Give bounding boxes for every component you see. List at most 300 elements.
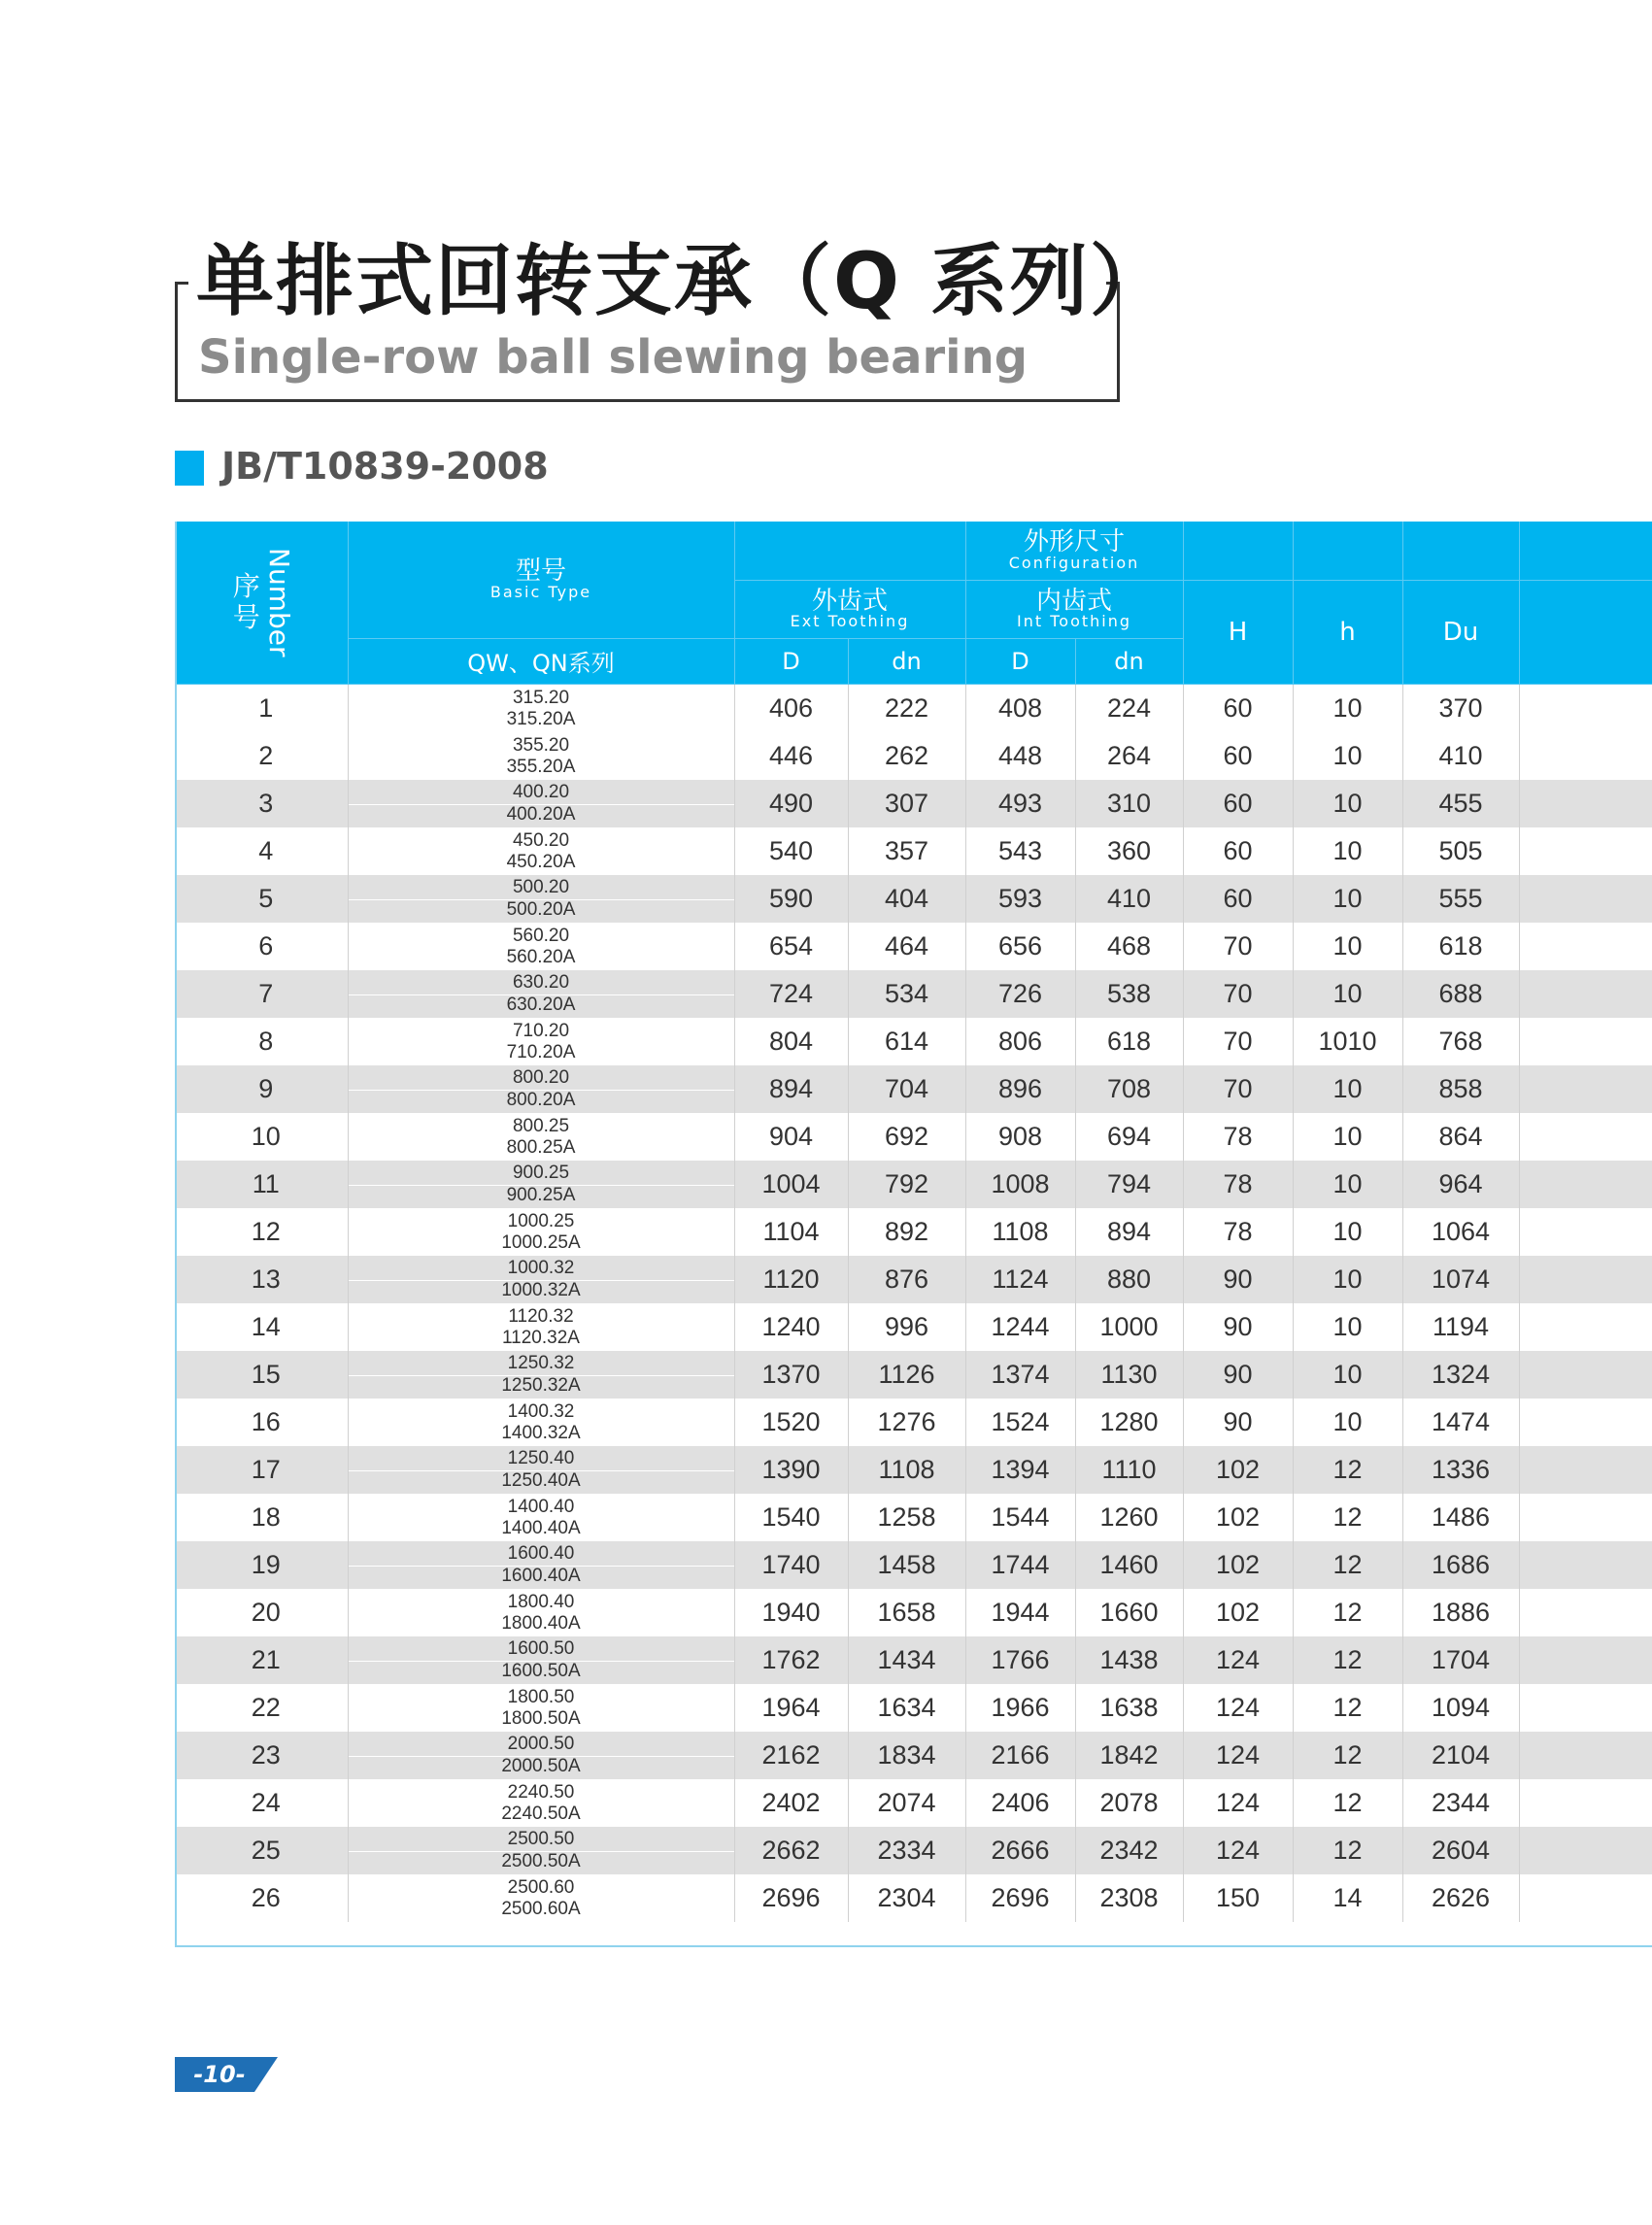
header-ext-cn: 外齿式	[811, 587, 888, 617]
cell-blank	[1519, 1874, 1652, 1922]
cell-ext-D: 1740	[734, 1541, 848, 1589]
type-qw: 2240.50	[507, 1781, 575, 1803]
cell-ext-D: 2696	[734, 1874, 848, 1922]
cell-h: 12	[1293, 1494, 1402, 1541]
cell-blank	[1519, 1208, 1652, 1256]
cell-ext-dn: 2074	[848, 1779, 965, 1827]
cell-int-dn: 538	[1075, 970, 1183, 1018]
cell-ext-D: 490	[734, 780, 848, 827]
type-qw: 560.20	[512, 925, 570, 946]
cell-blank	[1519, 1303, 1652, 1351]
cell-int-dn: 264	[1075, 732, 1183, 780]
cell-ext-dn: 1258	[848, 1494, 965, 1541]
type-qn: 800.20A	[506, 1090, 576, 1110]
cell-ext-D: 894	[734, 1065, 848, 1113]
cell-h: 10	[1293, 827, 1402, 875]
cell-blank	[1519, 1399, 1652, 1446]
cell-int-D: 1008	[965, 1161, 1075, 1208]
cell-int-dn: 1000	[1075, 1303, 1183, 1351]
table-row	[177, 1494, 1652, 1541]
cell-Du: 370	[1402, 684, 1519, 732]
cell-int-dn: 1660	[1075, 1589, 1183, 1636]
cell-type	[348, 732, 734, 780]
cell-blank	[1519, 1779, 1652, 1827]
cell-ext-D: 1540	[734, 1494, 848, 1541]
page-title: 单排式回转支承（Q 系列）	[196, 236, 1169, 326]
cell-int-D: 1744	[965, 1541, 1075, 1589]
cell-number: 2	[177, 732, 348, 780]
cell-ext-D: 1390	[734, 1446, 848, 1494]
header-blank-end2	[1519, 580, 1652, 684]
cell-H: 124	[1183, 1684, 1293, 1732]
header-blank-H	[1183, 522, 1293, 580]
table-row	[177, 875, 1652, 923]
cell-number: 10	[177, 1113, 348, 1161]
type-qn: 1600.40A	[501, 1566, 581, 1586]
cell-int-dn: 880	[1075, 1256, 1183, 1303]
cell-number: 24	[177, 1779, 348, 1827]
cell-number: 3	[177, 780, 348, 827]
type-qn: 2500.60A	[501, 1898, 581, 1919]
cell-ext-D: 654	[734, 923, 848, 970]
cell-int-dn: 1280	[1075, 1399, 1183, 1446]
cell-h: 10	[1293, 1161, 1402, 1208]
cell-blank	[1519, 970, 1652, 1018]
type-qw: 900.25	[349, 1163, 734, 1186]
cell-ext-D: 904	[734, 1113, 848, 1161]
type-qn: 400.20A	[506, 804, 576, 825]
cell-int-dn: 468	[1075, 923, 1183, 970]
cell-h: 10	[1293, 1256, 1402, 1303]
cell-int-D: 908	[965, 1113, 1075, 1161]
type-qn: 1800.50A	[501, 1707, 581, 1729]
cell-int-dn: 1842	[1075, 1732, 1183, 1779]
cell-h: 10	[1293, 684, 1402, 732]
cell-h: 10	[1293, 875, 1402, 923]
cell-h: 10	[1293, 780, 1402, 827]
type-qn: 1800.40A	[501, 1612, 581, 1634]
cell-type	[348, 1827, 734, 1874]
spec-table	[177, 522, 1652, 1922]
cell-ext-dn: 307	[848, 780, 965, 827]
cell-int-dn: 310	[1075, 780, 1183, 827]
cell-H: 60	[1183, 732, 1293, 780]
cell-ext-D: 724	[734, 970, 848, 1018]
cell-type	[348, 1541, 734, 1589]
page-number: -10-	[193, 2061, 246, 2088]
cell-int-D: 726	[965, 970, 1075, 1018]
cell-type	[348, 1018, 734, 1065]
cell-blank	[1519, 1018, 1652, 1065]
cell-number: 23	[177, 1732, 348, 1779]
cell-int-D: 543	[965, 827, 1075, 875]
cell-ext-D: 804	[734, 1018, 848, 1065]
cell-ext-dn: 2334	[848, 1827, 965, 1874]
cell-ext-dn: 892	[848, 1208, 965, 1256]
type-qn: 560.20A	[506, 946, 576, 967]
cell-Du: 618	[1402, 923, 1519, 970]
cell-number: 13	[177, 1256, 348, 1303]
cell-int-D: 806	[965, 1018, 1075, 1065]
cell-Du: 1336	[1402, 1446, 1519, 1494]
cell-H: 90	[1183, 1303, 1293, 1351]
cell-int-D: 1244	[965, 1303, 1075, 1351]
table-row	[177, 827, 1652, 875]
cell-h: 14	[1293, 1874, 1402, 1922]
header-ext-toothing	[734, 580, 965, 638]
type-qn: 355.20A	[506, 756, 576, 777]
cell-type	[348, 1399, 734, 1446]
cell-number: 11	[177, 1161, 348, 1208]
cell-int-D: 2406	[965, 1779, 1075, 1827]
type-qw: 2500.50	[349, 1830, 734, 1852]
cell-ext-dn: 996	[848, 1303, 965, 1351]
type-qw: 2000.50	[349, 1735, 734, 1757]
cell-H: 150	[1183, 1874, 1293, 1922]
cell-Du: 1194	[1402, 1303, 1519, 1351]
cell-int-D: 1966	[965, 1684, 1075, 1732]
cell-ext-dn: 262	[848, 732, 965, 780]
cell-int-D: 896	[965, 1065, 1075, 1113]
type-qn: 710.20A	[506, 1041, 576, 1062]
type-qw: 630.20	[349, 973, 734, 995]
cell-blank	[1519, 732, 1652, 780]
cell-Du: 2604	[1402, 1827, 1519, 1874]
cell-ext-dn: 876	[848, 1256, 965, 1303]
type-qw: 450.20	[512, 829, 570, 851]
cell-h: 12	[1293, 1684, 1402, 1732]
cell-number: 19	[177, 1541, 348, 1589]
table-row	[177, 1732, 1652, 1779]
table-body	[177, 684, 1652, 1922]
cell-Du: 1064	[1402, 1208, 1519, 1256]
cell-h: 10	[1293, 1065, 1402, 1113]
cell-h: 12	[1293, 1732, 1402, 1779]
table-row	[177, 1065, 1652, 1113]
table-row	[177, 1351, 1652, 1399]
cell-ext-D: 406	[734, 684, 848, 732]
cell-h: 10	[1293, 1303, 1402, 1351]
header-h: h	[1293, 580, 1402, 684]
header-number-en: Number	[262, 548, 295, 657]
cell-int-dn: 360	[1075, 827, 1183, 875]
cell-type	[348, 1636, 734, 1684]
cell-H: 70	[1183, 1018, 1293, 1065]
cell-int-dn: 694	[1075, 1113, 1183, 1161]
cell-ext-D: 1762	[734, 1636, 848, 1684]
table-row	[177, 1684, 1652, 1732]
type-qn: 500.20A	[506, 899, 576, 920]
table-row	[177, 1208, 1652, 1256]
cell-Du: 1704	[1402, 1636, 1519, 1684]
cell-Du: 1094	[1402, 1684, 1519, 1732]
table-row	[177, 1827, 1652, 1874]
header-int-en: Int Toothing	[1017, 611, 1132, 630]
cell-H: 78	[1183, 1113, 1293, 1161]
table-row	[177, 1446, 1652, 1494]
cell-H: 102	[1183, 1541, 1293, 1589]
cell-H: 90	[1183, 1351, 1293, 1399]
cell-int-dn: 1260	[1075, 1494, 1183, 1541]
cell-H: 60	[1183, 780, 1293, 827]
type-qw: 1400.32	[507, 1400, 575, 1422]
cell-int-dn: 2342	[1075, 1827, 1183, 1874]
cell-int-D: 1374	[965, 1351, 1075, 1399]
cell-Du: 1074	[1402, 1256, 1519, 1303]
cell-h: 10	[1293, 970, 1402, 1018]
header-int-dn: dn	[1075, 638, 1183, 684]
cell-ext-D: 1120	[734, 1256, 848, 1303]
cell-int-D: 1944	[965, 1589, 1075, 1636]
type-qw: 1600.50	[349, 1639, 734, 1662]
header-type-cn: 型号	[515, 556, 566, 586]
table-row	[177, 732, 1652, 780]
type-qn: 2000.50A	[501, 1756, 581, 1776]
cell-H: 70	[1183, 970, 1293, 1018]
cell-type	[348, 1874, 734, 1922]
cell-int-D: 593	[965, 875, 1075, 923]
cell-int-D: 2666	[965, 1827, 1075, 1874]
type-qn: 900.25A	[506, 1185, 576, 1205]
cell-ext-D: 1964	[734, 1684, 848, 1732]
cell-H: 102	[1183, 1494, 1293, 1541]
cell-int-D: 408	[965, 684, 1075, 732]
cell-h: 12	[1293, 1779, 1402, 1827]
cell-type	[348, 1303, 734, 1351]
type-qn: 2500.50A	[501, 1851, 581, 1871]
cell-int-dn: 1438	[1075, 1636, 1183, 1684]
cell-ext-dn: 1634	[848, 1684, 965, 1732]
cell-ext-dn: 1458	[848, 1541, 965, 1589]
cell-int-D: 1766	[965, 1636, 1075, 1684]
cell-ext-dn: 614	[848, 1018, 965, 1065]
cell-Du: 1686	[1402, 1541, 1519, 1589]
cell-H: 90	[1183, 1256, 1293, 1303]
cell-number: 26	[177, 1874, 348, 1922]
cell-type	[348, 1779, 734, 1827]
cell-int-dn: 708	[1075, 1065, 1183, 1113]
cell-h: 12	[1293, 1446, 1402, 1494]
cell-int-D: 493	[965, 780, 1075, 827]
cell-H: 102	[1183, 1446, 1293, 1494]
cell-int-D: 1544	[965, 1494, 1075, 1541]
cell-h: 1010	[1293, 1018, 1402, 1065]
cell-Du: 2344	[1402, 1779, 1519, 1827]
type-qw: 710.20	[512, 1020, 570, 1041]
cell-H: 124	[1183, 1779, 1293, 1827]
cell-number: 9	[177, 1065, 348, 1113]
cell-int-D: 448	[965, 732, 1075, 780]
cell-ext-D: 2402	[734, 1779, 848, 1827]
cell-ext-dn: 534	[848, 970, 965, 1018]
header-number-cn: 序号	[232, 570, 260, 634]
cell-type	[348, 1113, 734, 1161]
cell-type	[348, 1732, 734, 1779]
cell-int-D: 1108	[965, 1208, 1075, 1256]
cell-type	[348, 1684, 734, 1732]
table-row	[177, 1541, 1652, 1589]
table-row	[177, 1303, 1652, 1351]
cell-ext-dn: 692	[848, 1113, 965, 1161]
cell-number: 17	[177, 1446, 348, 1494]
header-number	[177, 522, 348, 684]
type-qw: 355.20	[512, 734, 570, 756]
cell-Du: 555	[1402, 875, 1519, 923]
type-qw: 2500.60	[507, 1876, 575, 1898]
cell-h: 10	[1293, 732, 1402, 780]
type-qn: 1000.32A	[501, 1280, 581, 1300]
cell-int-dn: 2308	[1075, 1874, 1183, 1922]
cell-blank	[1519, 875, 1652, 923]
cell-blank	[1519, 1827, 1652, 1874]
cell-type	[348, 1494, 734, 1541]
header-series: QW、QN系列	[348, 638, 734, 684]
cell-int-D: 1124	[965, 1256, 1075, 1303]
cell-Du: 964	[1402, 1161, 1519, 1208]
type-qw: 800.25	[512, 1115, 570, 1136]
table-row	[177, 923, 1652, 970]
header-config-en: Configuration	[1008, 554, 1140, 572]
cell-ext-dn: 792	[848, 1161, 965, 1208]
header-type	[348, 522, 734, 638]
table-row	[177, 684, 1652, 732]
header-blank-Du	[1402, 522, 1519, 580]
cell-blank	[1519, 1351, 1652, 1399]
cell-blank	[1519, 1161, 1652, 1208]
header-config-cn: 外形尺寸	[1024, 526, 1126, 556]
cell-ext-D: 1004	[734, 1161, 848, 1208]
type-qw: 1600.40	[349, 1544, 734, 1567]
header-int-toothing	[965, 580, 1183, 638]
cell-blank	[1519, 1494, 1652, 1541]
table-row	[177, 1636, 1652, 1684]
cell-number: 21	[177, 1636, 348, 1684]
cell-ext-dn: 1108	[848, 1446, 965, 1494]
cell-H: 124	[1183, 1636, 1293, 1684]
cell-ext-D: 540	[734, 827, 848, 875]
type-qw: 1120.32	[508, 1305, 574, 1327]
cell-H: 124	[1183, 1732, 1293, 1779]
cell-ext-D: 1370	[734, 1351, 848, 1399]
cell-Du: 1886	[1402, 1589, 1519, 1636]
header-ext-en: Ext Toothing	[790, 611, 910, 630]
cell-H: 60	[1183, 875, 1293, 923]
cell-ext-dn: 464	[848, 923, 965, 970]
type-qn: 1400.32A	[501, 1422, 581, 1443]
spec-table-wrap	[175, 522, 1652, 1947]
header-config	[965, 522, 1183, 580]
cell-int-dn: 618	[1075, 1018, 1183, 1065]
cell-blank	[1519, 1446, 1652, 1494]
cell-h: 10	[1293, 1351, 1402, 1399]
cell-H: 60	[1183, 684, 1293, 732]
cell-number: 20	[177, 1589, 348, 1636]
cell-Du: 2626	[1402, 1874, 1519, 1922]
cell-ext-dn: 1434	[848, 1636, 965, 1684]
table-row	[177, 970, 1652, 1018]
cell-number: 22	[177, 1684, 348, 1732]
cell-int-dn: 224	[1075, 684, 1183, 732]
header-blank-end	[1519, 522, 1652, 580]
cell-type	[348, 1256, 734, 1303]
cell-number: 4	[177, 827, 348, 875]
type-qw: 1250.40	[349, 1449, 734, 1471]
cell-ext-D: 1104	[734, 1208, 848, 1256]
cell-ext-D: 1240	[734, 1303, 848, 1351]
cell-ext-D: 1940	[734, 1589, 848, 1636]
header-blank-h	[1293, 522, 1402, 580]
cell-ext-dn: 2304	[848, 1874, 965, 1922]
cell-h: 12	[1293, 1589, 1402, 1636]
cell-number: 7	[177, 970, 348, 1018]
cell-ext-D: 2662	[734, 1827, 848, 1874]
type-qn: 630.20A	[506, 995, 576, 1015]
cell-h: 10	[1293, 923, 1402, 970]
cell-Du: 410	[1402, 732, 1519, 780]
cell-Du: 688	[1402, 970, 1519, 1018]
type-qw: 1800.50	[507, 1686, 575, 1707]
cell-ext-dn: 357	[848, 827, 965, 875]
cell-type	[348, 780, 734, 827]
cell-Du: 858	[1402, 1065, 1519, 1113]
header-blank-ext	[734, 522, 965, 580]
type-qn: 800.25A	[506, 1136, 576, 1158]
cell-int-dn: 410	[1075, 875, 1183, 923]
cell-blank	[1519, 1113, 1652, 1161]
cell-H: 90	[1183, 1399, 1293, 1446]
cell-h: 12	[1293, 1541, 1402, 1589]
cell-int-dn: 1638	[1075, 1684, 1183, 1732]
cell-blank	[1519, 1636, 1652, 1684]
cell-number: 16	[177, 1399, 348, 1446]
type-qn: 315.20A	[506, 708, 576, 729]
cell-ext-dn: 704	[848, 1065, 965, 1113]
table-row	[177, 1779, 1652, 1827]
cell-h: 10	[1293, 1113, 1402, 1161]
cell-h: 12	[1293, 1636, 1402, 1684]
type-qw: 1250.32	[349, 1354, 734, 1376]
cell-blank	[1519, 1541, 1652, 1589]
cell-int-dn: 894	[1075, 1208, 1183, 1256]
type-qn: 450.20A	[506, 851, 576, 872]
cell-ext-dn: 404	[848, 875, 965, 923]
table-row	[177, 1256, 1652, 1303]
cell-ext-D: 2162	[734, 1732, 848, 1779]
cell-H: 78	[1183, 1161, 1293, 1208]
cell-type	[348, 1208, 734, 1256]
cell-ext-dn: 1126	[848, 1351, 965, 1399]
cell-h: 12	[1293, 1827, 1402, 1874]
cell-blank	[1519, 827, 1652, 875]
cell-h: 10	[1293, 1208, 1402, 1256]
type-qn: 1600.50A	[501, 1661, 581, 1681]
type-qn: 1400.40A	[501, 1517, 581, 1538]
cell-ext-dn: 1276	[848, 1399, 965, 1446]
cell-blank	[1519, 1589, 1652, 1636]
cell-ext-dn: 222	[848, 684, 965, 732]
cell-blank	[1519, 1065, 1652, 1113]
header-Du: Du	[1402, 580, 1519, 684]
cell-ext-dn: 1834	[848, 1732, 965, 1779]
cell-blank	[1519, 1684, 1652, 1732]
cell-ext-D: 1520	[734, 1399, 848, 1446]
cell-type	[348, 684, 734, 732]
cell-number: 14	[177, 1303, 348, 1351]
header-type-en: Basic Type	[489, 583, 592, 601]
cell-blank	[1519, 1256, 1652, 1303]
cell-number: 8	[177, 1018, 348, 1065]
cell-H: 124	[1183, 1827, 1293, 1874]
